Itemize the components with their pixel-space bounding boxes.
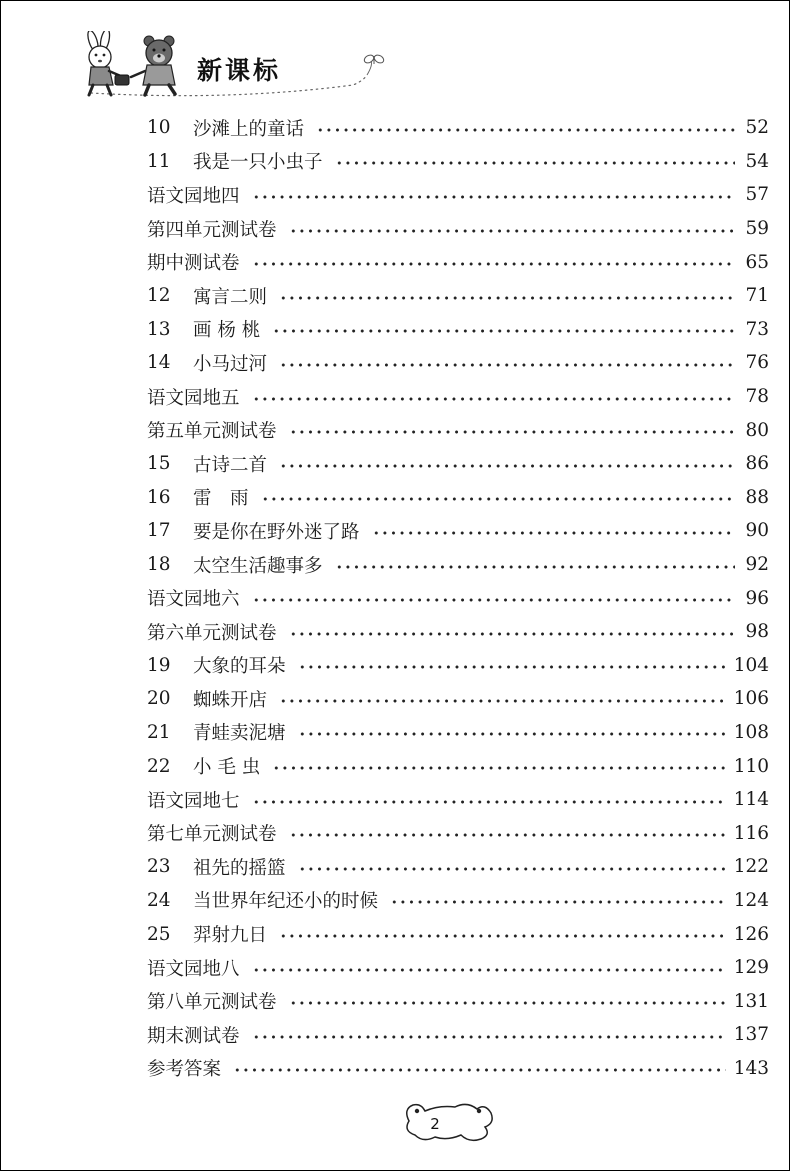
page-header [1,1,789,111]
series-title: 新课标 [197,56,282,85]
toc-entry-number: 20 [147,688,171,710]
toc-entry-title: 第六单元测试卷 [147,622,277,644]
toc-entry [147,380,769,414]
toc-entry-title: 青蛙卖泥塘 [193,723,286,745]
dot-leader [261,497,735,501]
toc-entry-title: 我是一只小虫子 [193,152,323,174]
dot-leader [298,732,726,736]
toc-entry-page: 110 [733,755,769,777]
toc-entry-page: 106 [733,688,769,710]
toc-entry-page: 76 [745,352,769,374]
dot-leader [289,833,726,837]
toc-entry [147,111,769,145]
toc-entry-title: 第四单元测试卷 [147,219,277,241]
toc-entry-number: 19 [147,654,171,676]
toc-entry-title: 羿射九日 [193,925,268,947]
toc-entry-page: 65 [745,251,769,273]
toc-entry-number: 13 [147,318,171,340]
toc-entry [147,615,769,649]
toc-entry-page: 116 [733,822,769,844]
toc-entry-title: 小马过河 [193,353,268,375]
toc-entry [147,917,769,951]
toc-entry [147,749,769,783]
dot-leader [390,900,726,904]
dot-leader [252,598,735,602]
page-number: 2 [430,1115,440,1133]
toc-entry-number: 25 [147,923,171,945]
toc-entry [147,850,769,884]
toc-entry-title: 画 杨 桃 [193,320,261,342]
toc-entry-title: 古诗二首 [193,454,268,476]
dot-leader [289,430,735,434]
toc-entry-title: 第八单元测试卷 [147,992,277,1014]
toc-entry-page: 104 [733,654,769,676]
butterfly-icon [363,53,385,64]
mascot-rabbit-bear-icon [79,31,191,99]
page-number-badge [399,1099,497,1143]
toc-entry-page: 59 [745,218,769,240]
toc-entry [147,145,769,179]
dot-leader [335,161,735,165]
dot-leader [298,665,726,669]
toc-entry-number: 17 [147,520,171,542]
toc-entry-page: 96 [745,587,769,609]
dot-leader [252,1035,726,1039]
toc-entry-page: 131 [733,990,769,1012]
dot-leader [272,766,725,770]
toc-entry [147,951,769,985]
toc-entry [147,816,769,850]
toc-entry-number: 12 [147,285,171,307]
toc-entry-number: 24 [147,889,171,911]
toc-entry-number: 16 [147,486,171,508]
dot-leader [335,565,735,569]
dot-leader [272,329,735,333]
toc-entry [147,346,769,380]
toc-entry [147,548,769,582]
toc-entry-title: 语文园地五 [147,387,240,409]
dot-leader [289,632,735,636]
toc-entry-title: 大象的耳朵 [193,656,286,678]
toc-entry-number: 15 [147,453,171,475]
toc-entry-title: 太空生活趣事多 [193,555,323,577]
toc-entry-page: 108 [733,721,769,743]
toc-entry [147,447,769,481]
toc-entry [147,245,769,279]
dot-leader [372,531,735,535]
toc-entry [147,279,769,313]
toc-entry-title: 第七单元测试卷 [147,824,277,846]
toc-entry-page: 80 [745,419,769,441]
toc-entry-number: 22 [147,755,171,777]
toc-entry-title: 当世界年纪还小的时候 [193,891,379,913]
dot-leader [252,800,726,804]
dot-leader [289,229,735,233]
toc-entry-page: 52 [745,117,769,139]
toc-entry-number: 11 [147,150,171,172]
toc-entry-number: 21 [147,721,171,743]
toc-entry-title: 参考答案 [147,1059,222,1081]
toc-entry-number: 10 [147,117,171,139]
toc-entry-title: 期末测试卷 [147,1025,240,1047]
toc-entry-title: 寓言二则 [193,286,268,308]
toc-entry-page: 90 [745,520,769,542]
dot-leader [279,363,735,367]
toc-entry-page: 98 [745,621,769,643]
toc-entry-number: 23 [147,856,171,878]
toc-entry-number: 18 [147,554,171,576]
toc-entry-title: 小 毛 虫 [193,757,261,779]
dot-leader [279,699,726,703]
toc-entry-page: 129 [733,957,769,979]
toc-entry-title: 雷 雨 [193,488,249,510]
toc-entry [147,1052,769,1086]
toc-entry-title: 语文园地六 [147,589,240,611]
toc-entry [147,481,769,515]
toc-entry-title: 要是你在野外迷了路 [193,521,360,543]
dot-leader [252,968,726,972]
toc-entry-page: 78 [745,386,769,408]
toc-entry [147,212,769,246]
toc-entry-page: 73 [745,318,769,340]
toc-entry [147,581,769,615]
toc-entry-title: 语文园地八 [147,958,240,980]
toc-entry-page: 143 [733,1057,769,1079]
toc-entry-title: 第五单元测试卷 [147,421,277,443]
toc-entry-page: 126 [733,923,769,945]
toc-entry [147,716,769,750]
table-of-contents [147,111,769,1085]
toc-entry [147,984,769,1018]
toc-entry-title: 沙滩上的童话 [193,118,305,140]
dot-leader [233,1068,726,1072]
toc-entry [147,1018,769,1052]
toc-entry [147,884,769,918]
toc-entry [147,783,769,817]
toc-entry-title: 蜘蛛开店 [193,689,268,711]
toc-entry [147,649,769,683]
toc-entry-title: 祖先的摇篮 [193,857,286,879]
toc-entry [147,514,769,548]
toc-entry [147,313,769,347]
toc-entry-title: 语文园地七 [147,790,240,812]
toc-entry-page: 71 [745,285,769,307]
dot-leader [252,262,735,266]
toc-entry [147,682,769,716]
toc-entry-page: 124 [733,889,769,911]
dot-leader [298,867,726,871]
toc-entry [147,413,769,447]
dot-leader [316,128,735,132]
toc-entry-page: 54 [745,150,769,172]
toc-entry-page: 114 [733,789,769,811]
toc-entry [147,178,769,212]
dot-leader [252,195,735,199]
dot-leader [252,397,735,401]
toc-entry-number: 14 [147,352,171,374]
toc-entry-title: 期中测试卷 [147,253,240,275]
dot-leader [289,1001,726,1005]
toc-entry-page: 88 [745,486,769,508]
dot-leader [279,934,726,938]
toc-entry-page: 57 [745,184,769,206]
toc-entry-title: 语文园地四 [147,185,240,207]
toc-entry-page: 137 [733,1024,769,1046]
toc-entry-page: 86 [745,453,769,475]
dot-leader [279,296,735,300]
toc-entry-page: 92 [745,554,769,576]
toc-entry-page: 122 [733,856,769,878]
dot-leader [279,464,735,468]
